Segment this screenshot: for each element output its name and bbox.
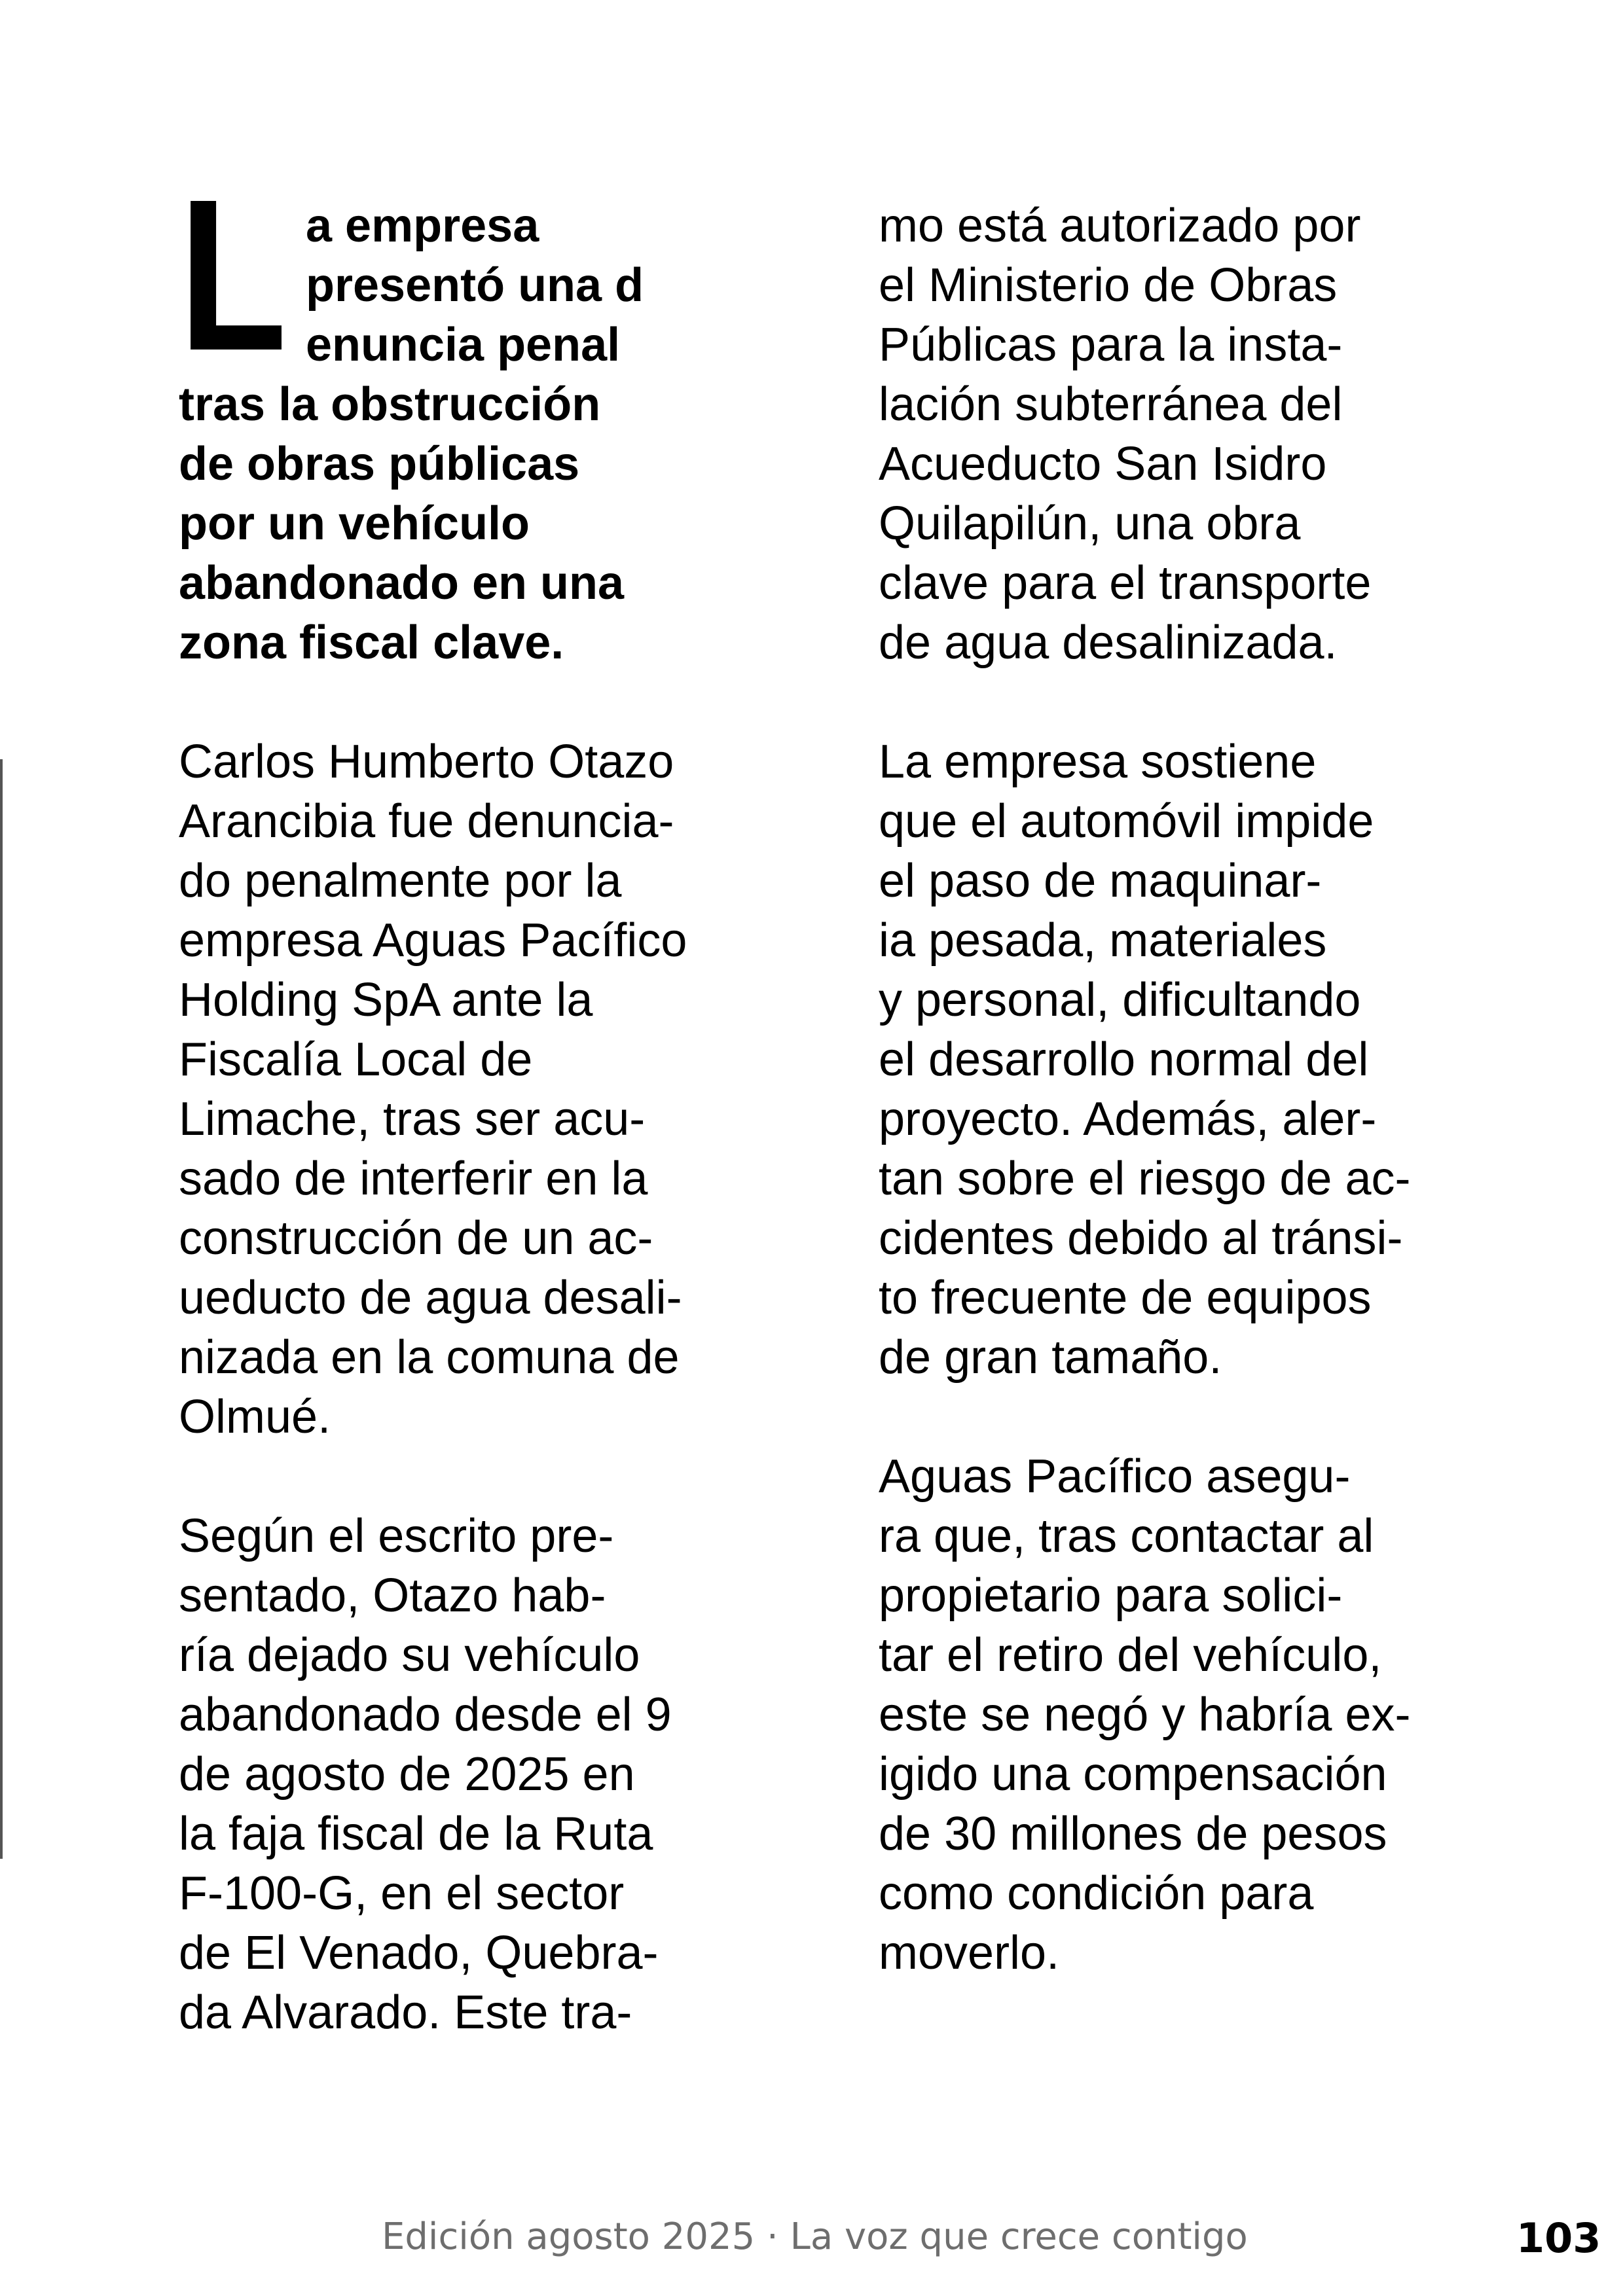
body-paragraph — [879, 732, 1494, 1388]
body-line: Aguas Pacífico asegu- — [879, 1450, 1351, 1503]
lead-paragraph — [179, 375, 761, 673]
lead-line: por un vehículo — [179, 497, 530, 550]
lead-line: zona fiscal clave. — [179, 617, 564, 669]
body-line: Holding SpA ante la — [179, 974, 593, 1026]
edition-footer: Edición agosto 2025 · La voz que crece contigo — [382, 2215, 1248, 2258]
body-line: de 30 millones de pesos — [879, 1808, 1387, 1860]
body-line: sentado, Otazo hab- — [179, 1570, 606, 1622]
body-line: tan sobre el riesgo de ac- — [879, 1153, 1411, 1205]
body-line: de El Venado, Quebra- — [179, 1927, 659, 1979]
body-line: este se negó y habría ex- — [879, 1689, 1411, 1741]
body-line: de gran tamaño. — [879, 1331, 1222, 1384]
lead-line: de obras públicas — [179, 438, 580, 490]
lead-line: a empresa — [306, 200, 539, 252]
body-line: F-100-G, en el sector — [179, 1867, 625, 1920]
lead-dropcap-block — [179, 154, 761, 395]
body-line: Fiscalía Local de — [179, 1033, 533, 1086]
body-line: lación subterránea del — [879, 378, 1343, 431]
body-line: Olmué. — [179, 1391, 331, 1443]
lead-line: abandonado en una — [179, 557, 625, 609]
lead-line: tras la obstrucción — [179, 378, 601, 431]
body-line: la faja fiscal de la Ruta — [179, 1808, 653, 1860]
body-line: empresa Aguas Pacífico — [179, 914, 687, 967]
body-line: de agua desalinizada. — [879, 617, 1338, 669]
body-line: Carlos Humberto Otazo — [179, 736, 674, 788]
body-line: el paso de maquinar- — [879, 855, 1322, 907]
body-line: sado de interferir en la — [179, 1153, 648, 1205]
body-line: nizada en la comuna de — [179, 1331, 680, 1384]
body-line: que el automóvil impide — [879, 795, 1374, 848]
body-line: cidentes debido al tránsi- — [879, 1212, 1403, 1265]
body-line: proyecto. Además, aler- — [879, 1093, 1377, 1145]
body-line: de agosto de 2025 en — [179, 1748, 635, 1801]
body-line: el Ministerio de Obras — [879, 259, 1338, 312]
lead-line: presentó una d — [306, 259, 644, 312]
body-line: to frecuente de equipos — [879, 1272, 1372, 1324]
body-line: Públicas para la insta- — [879, 319, 1343, 371]
body-line: ría dejado su vehículo — [179, 1629, 640, 1681]
body-line: da Alvarado. Este tra- — [179, 1986, 632, 2039]
body-line: como condición para — [879, 1867, 1314, 1920]
body-line: Según el escrito pre- — [179, 1510, 614, 1562]
body-line: Arancibia fue denuncia- — [179, 795, 674, 848]
page-footer — [0, 2209, 1623, 2261]
body-paragraph — [879, 196, 1494, 673]
article-column-left — [179, 154, 761, 2043]
body-paragraph — [179, 1507, 761, 2043]
body-paragraph — [179, 732, 761, 1447]
body-line: ra que, tras contactar al — [879, 1510, 1374, 1562]
lead-line: enuncia penal — [306, 319, 621, 371]
body-paragraph — [879, 1447, 1494, 1983]
body-line: Limache, tras ser acu- — [179, 1093, 646, 1145]
body-line: propietario para solici- — [879, 1570, 1343, 1622]
body-line: La empresa sostiene — [879, 736, 1317, 788]
body-line: abandonado desde el 9 — [179, 1689, 672, 1741]
body-line: ueducto de agua desali- — [179, 1272, 682, 1324]
body-line: Quilapilún, una obra — [879, 497, 1301, 550]
margin-mark — [0, 759, 3, 1859]
body-line: Acueducto San Isidro — [879, 438, 1327, 490]
body-line: y personal, dificultando — [879, 974, 1361, 1026]
body-line: do penalmente por la — [179, 855, 622, 907]
body-line: mo está autorizado por — [879, 200, 1361, 252]
article-column-right — [879, 196, 1494, 1983]
drop-cap: L — [179, 154, 287, 395]
page-number: 103 — [1516, 2214, 1601, 2262]
body-line: tar el retiro del vehículo, — [879, 1629, 1382, 1681]
body-line: ia pesada, materiales — [879, 914, 1327, 967]
body-line: moverlo. — [879, 1927, 1060, 1979]
body-line: el desarrollo normal del — [879, 1033, 1369, 1086]
body-line: construcción de un ac- — [179, 1212, 653, 1265]
body-line: igido una compensación — [879, 1748, 1387, 1801]
body-line: clave para el transporte — [879, 557, 1372, 609]
